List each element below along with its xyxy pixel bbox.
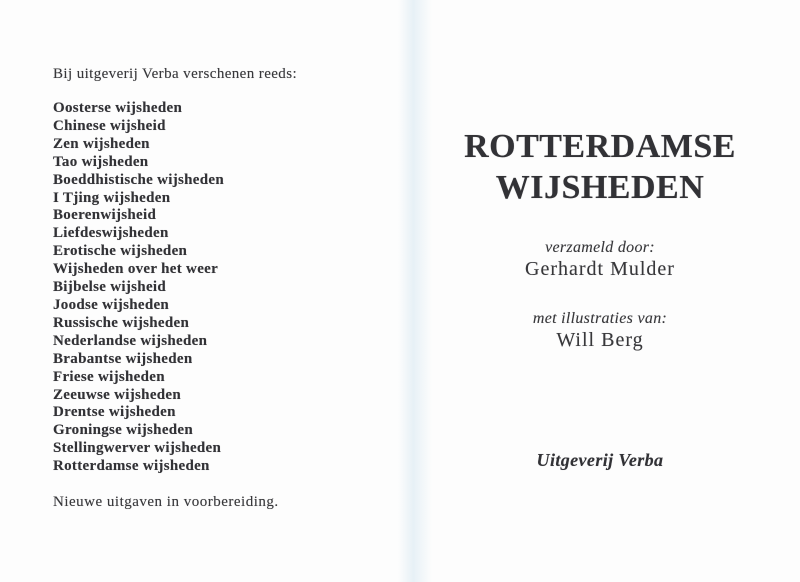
right-page-title-page [400, 0, 800, 582]
publisher-series-intro: Bij uitgeverij Verba verschenen reeds: [53, 66, 298, 82]
book-list-item: Stellingwerver wijsheden [53, 440, 222, 457]
book-title [400, 126, 800, 208]
book-list-item: Boeddhistische wijsheden [53, 171, 224, 188]
author-name: Gerhardt Mulder [525, 258, 675, 280]
book-list-item: Russische wijsheden [53, 314, 190, 331]
collected-by-label: verzameld door: [545, 239, 655, 256]
book-list-item: Bijbelse wijsheid [53, 279, 167, 296]
book-list-item: Tao wijsheden [53, 153, 149, 170]
book-list-item: Groningse wijsheden [53, 422, 194, 439]
illustrator-name: Will Berg [556, 329, 644, 351]
book-list-item: Zeeuwse wijsheden [53, 386, 182, 403]
book-list-item: Nederlandse wijsheden [53, 332, 208, 349]
book-title-line-2: WIJSHEDEN [495, 169, 705, 206]
book-list-item: Joodse wijsheden [53, 296, 170, 313]
book-title-line-1: ROTTERDAMSE [464, 128, 736, 165]
book-list-item: Liefdeswijsheden [53, 225, 169, 242]
book-list-item: Zen wijsheden [53, 135, 150, 152]
upcoming-editions-note: Nieuwe uitgaven in voorbereiding. [53, 494, 279, 511]
left-page [53, 64, 383, 512]
published-books-list [53, 100, 383, 476]
book-list-item: I Tjing wijsheden [53, 189, 171, 206]
illustrations-by-label: met illustraties van: [532, 310, 668, 327]
book-list-item: Rotterdamse wijsheden [53, 458, 210, 475]
book-list-item: Friese wijsheden [53, 368, 165, 385]
book-list-item: Erotische wijsheden [53, 243, 188, 260]
publisher-imprint: Uitgeverij Verba [536, 450, 664, 470]
book-list-item: Oosterse wijsheden [53, 100, 183, 116]
book-list-item: Wijsheden over het weer [53, 261, 219, 278]
book-list-item: Brabantse wijsheden [53, 350, 193, 367]
book-list-item: Boerenwijsheid [53, 207, 157, 224]
book-list-item: Drentse wijsheden [53, 404, 176, 421]
book-list-item: Chinese wijsheid [53, 117, 166, 134]
